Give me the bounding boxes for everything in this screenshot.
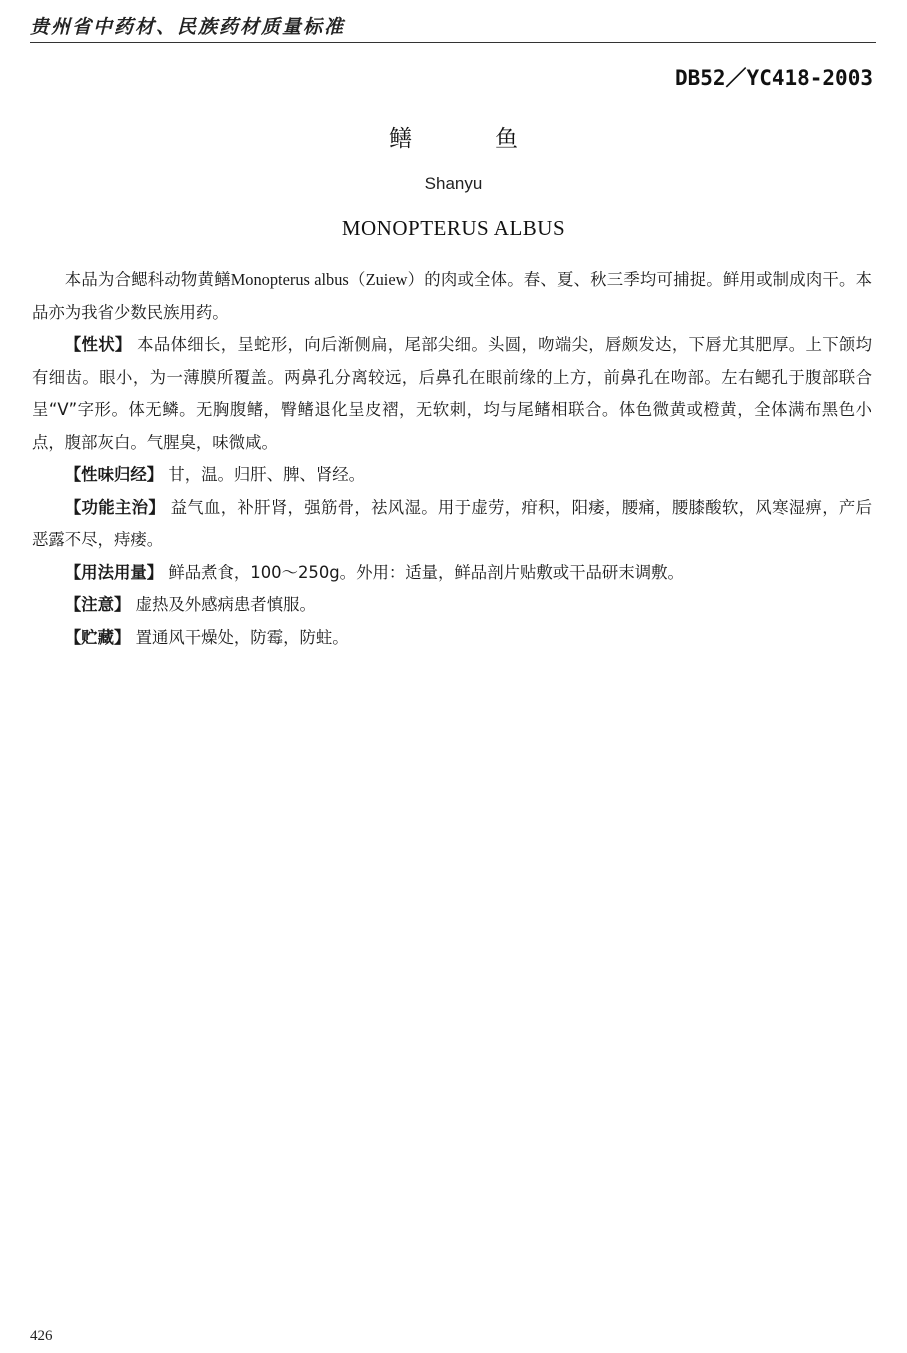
section-text: 虚热及外感病患者慎服。 — [135, 595, 316, 614]
section-text: 益气血，补肝肾，强筋骨，祛风湿。用于虚劳，疳积，阳痿，腰痛，腰膝酸软，风寒湿痹，产后恶露不尽，痔瘘。 — [32, 497, 872, 549]
section-text: 本品体细长，呈蛇形，向后渐侧扁，尾部尖细。头圆，吻端尖，唇颇发达，下唇尤其肥厚。上下颌均有细齿。眼小，为一薄膜所覆盖。两鼻孔分离较远，后鼻孔在眼前缘的上方，前鼻孔在吻部。左右鳃孔于腹部联合呈“V”字形。体无鳞。无胸腹鳍，臀鳍退化呈皮褶，无软刺，均与尾鳍相联合。体色微黄或橙黄，全体满布黑色小点，腹部灰白。气腥臭，味微咸。 — [32, 335, 873, 452]
section-nature-meridian — [32, 459, 872, 492]
latin-name: MONOPTERUS ALBUS — [341, 216, 566, 240]
section-heading: 【性状】 — [64, 335, 132, 354]
intro-paragraph — [32, 264, 872, 329]
section-heading: 【贮藏】 — [64, 627, 131, 647]
monograph-body — [32, 264, 872, 654]
section-heading: 【注意】 — [64, 595, 131, 614]
pinyin-name: Shanyu — [424, 174, 483, 193]
section-description — [32, 329, 872, 459]
intro-text-before: 本品为合鳃科动物黄鳝 — [64, 270, 231, 289]
species-name: Monopterus albus（Zuiew） — [230, 270, 425, 289]
section-caution — [32, 589, 872, 622]
section-text: 鲜品煮食，100～250g。外用：适量，鲜品剖片贴敷或干品研末调敷。 — [168, 562, 684, 582]
page-number: 426 — [30, 1328, 53, 1344]
section-heading: 【功能主治】 — [64, 497, 166, 517]
section-text: 甘，温。归肝、脾、肾经。 — [168, 465, 366, 484]
standard-code: DB52／YC418-2003 — [674, 66, 873, 90]
book-title: 贵州省中药材、民族药材质量标准 — [30, 16, 346, 38]
section-heading: 【性味归经】 — [64, 465, 164, 484]
section-storage — [32, 622, 872, 655]
section-functions — [32, 492, 872, 557]
section-dosage — [32, 557, 872, 590]
section-heading: 【用法用量】 — [64, 562, 164, 582]
header-divider — [30, 42, 876, 43]
intro-text-after: 的肉或全体。春、夏、秋三季均可捕捉。鲜用或制成肉干。本品亦为我省少数民族用药。 — [32, 270, 872, 322]
section-text: 置通风干燥处，防霉，防蛀。 — [135, 627, 349, 647]
monograph-title: 鳝 鱼 — [389, 126, 548, 152]
